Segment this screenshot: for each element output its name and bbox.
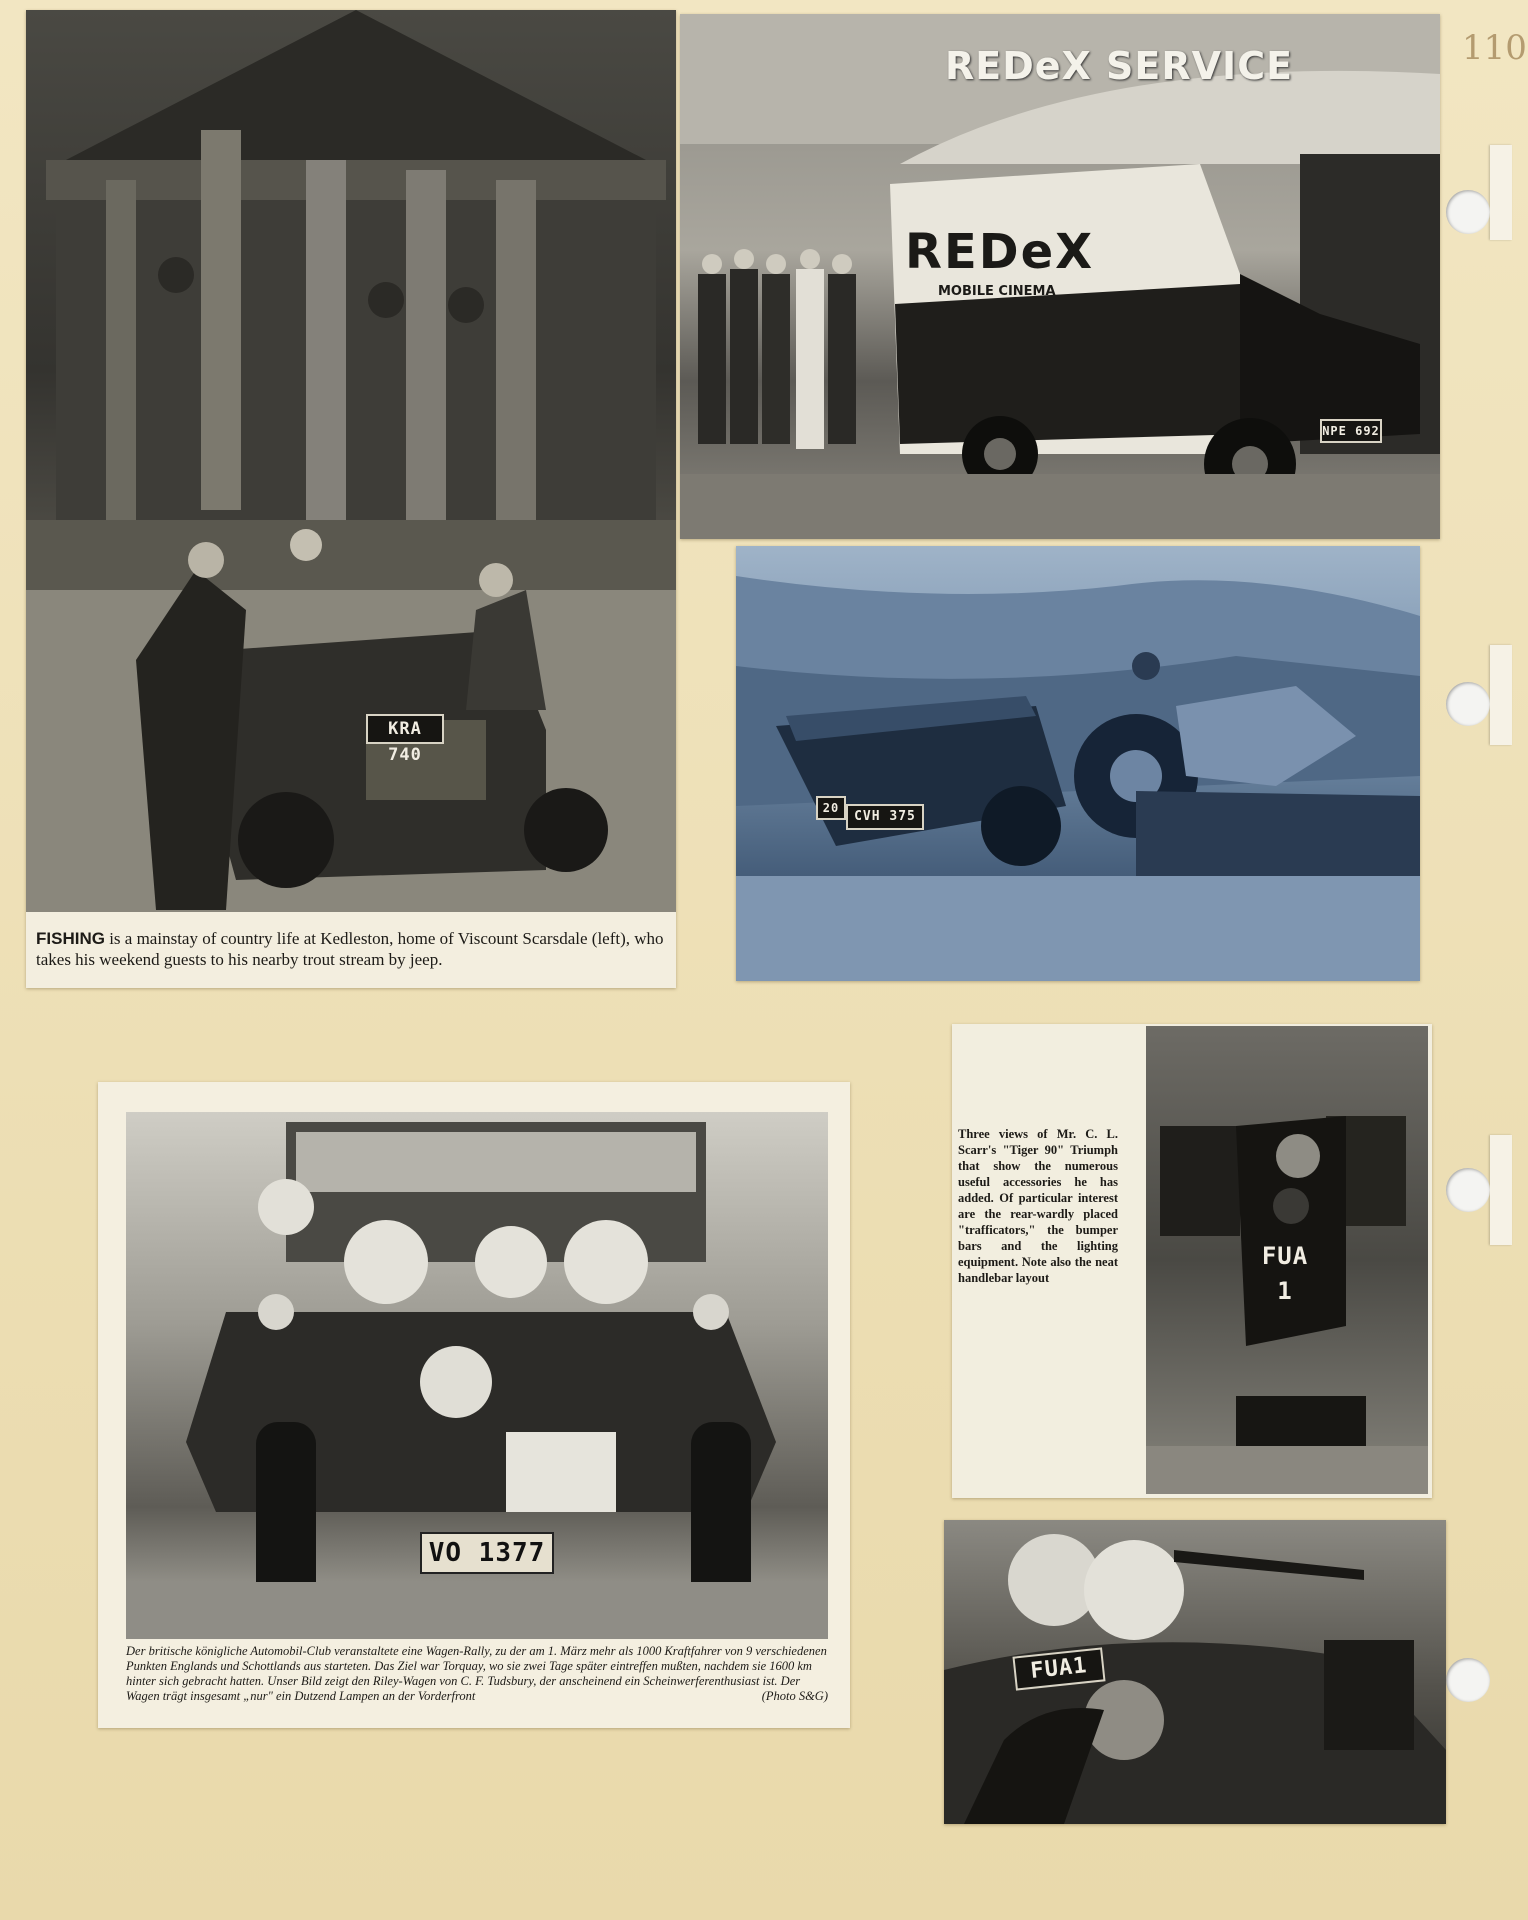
- riley-caption-text: Der britische königliche Automobil-Club veranstaltete eine Wagen-Rally, zu der am 1. März mehr als 1000 Kraftfahrer von 9 verschiedenen Punkten Englands und Schottlands aus starteten. Das Ziel war Torquay, wo sie zwei Tage später eintreffen mußten, nachdem sie 1600 km hinter sich gebracht hatten. Unser Bild zeigt den Riley-Wagen von C. F. Tudsbury, der anscheinend ein Scheinwerferenthusiast ist. Der Wagen trägt insgesamt „nur" ein Dutzend Lampen an der Vorderfront: [126, 1644, 827, 1703]
- page-number: 110: [1462, 28, 1527, 68]
- binder-hole: [1446, 1658, 1490, 1702]
- binder-tab: [1490, 645, 1512, 745]
- binder-tab: [1490, 1135, 1512, 1245]
- binder-hole: [1446, 682, 1490, 726]
- triumph-front-photo-clipping: [944, 1520, 1446, 1824]
- kedleston-jeep-plate: KRA 740: [366, 714, 444, 744]
- redex-photo-clipping: [680, 14, 1440, 539]
- redex-van-subtitle: MOBILE CINEMA: [938, 284, 1056, 299]
- triumph-rear-plate-bottom: 1: [1277, 1277, 1293, 1305]
- riley-photo: [126, 1112, 828, 1639]
- redex-van-logo: REDeX: [905, 224, 1095, 280]
- triumph-caption: Three views of Mr. C. L. Scarr's "Tiger 90" Triumph that show the numerous useful accessories he has added. Of particular interest are the rear-wardly placed "trafficators," the bumper bars and the lighting equipment. Note also the neat handlebar layout: [958, 1127, 1118, 1285]
- triumph-front-photo: [944, 1520, 1446, 1824]
- binder-hole: [1446, 1168, 1490, 1212]
- redex-van-plate: NPE 692: [1320, 419, 1382, 443]
- kedleston-clipping: [26, 10, 676, 988]
- riley-photo-credit: (Photo S&G): [761, 1689, 828, 1703]
- kedleston-photo: [26, 10, 676, 912]
- tractor-trailer-number: 20: [816, 796, 846, 820]
- redex-photo: [680, 14, 1440, 539]
- kedleston-caption-text: is a mainstay of country life at Kedleston, home of Viscount Scarsdale (left), who takes his weekend guests to his nearby trout stream by jeep.: [36, 929, 664, 969]
- triumph-front-plate: FUA1: [1012, 1647, 1105, 1690]
- redex-facade-sign: REDeX SERVICE: [945, 44, 1294, 88]
- triumph-rear-plate-top: FUA: [1261, 1242, 1309, 1270]
- riley-caption: [126, 1644, 828, 1704]
- kedleston-caption: [36, 928, 666, 970]
- binder-hole: [1446, 190, 1490, 234]
- triumph-caption-clipping: [952, 1024, 1432, 1498]
- triumph-rear-photo: [1146, 1026, 1428, 1494]
- tractor-photo-clipping: [736, 546, 1420, 981]
- tractor-trailer-plate: CVH 375: [846, 804, 924, 830]
- riley-clipping: [98, 1082, 850, 1728]
- riley-plate: VO 1377: [420, 1532, 554, 1574]
- tractor-photo: [736, 546, 1420, 981]
- kedleston-caption-lead: FISHING: [36, 929, 105, 948]
- binder-tab: [1490, 145, 1512, 240]
